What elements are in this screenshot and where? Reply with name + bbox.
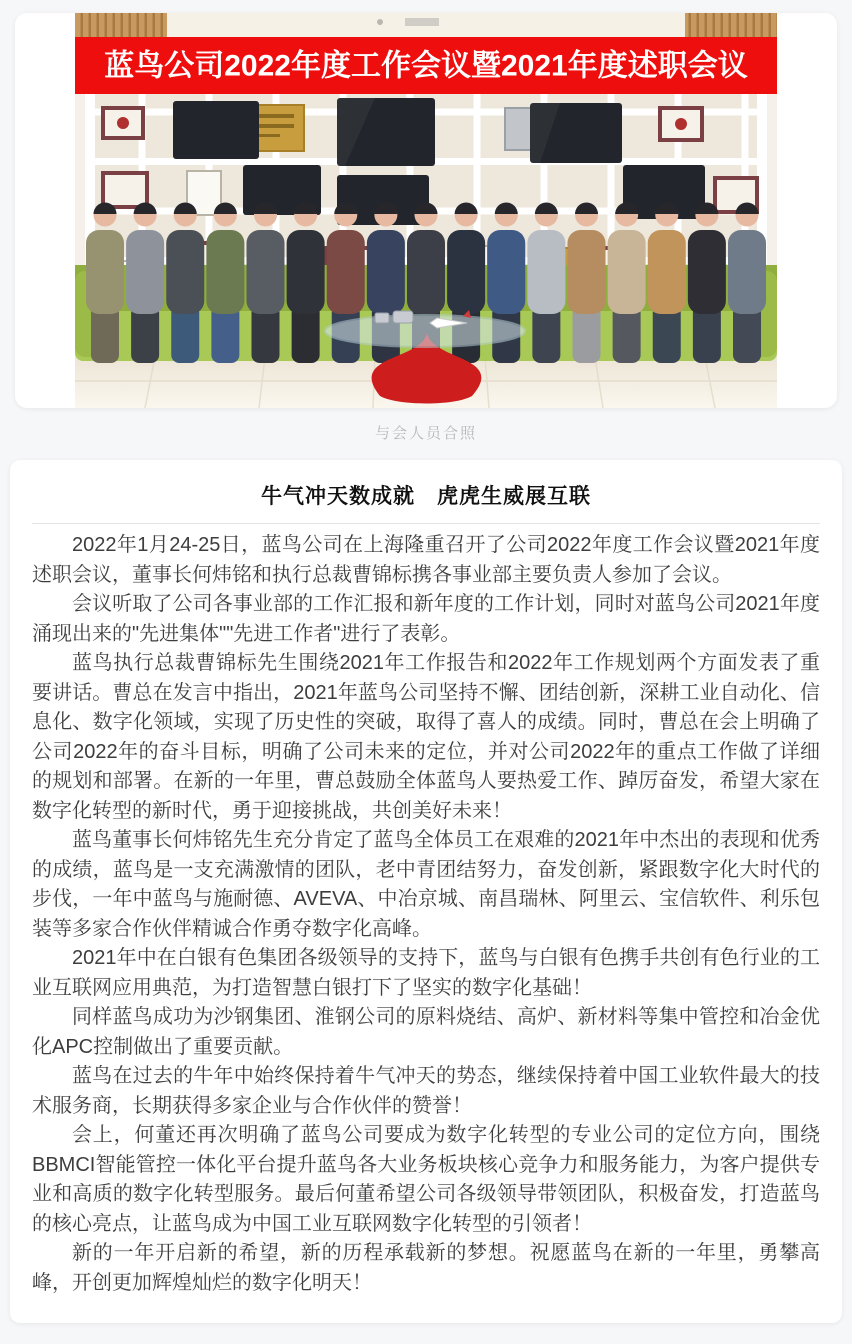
meeting-banner [75, 37, 777, 94]
group-photo-illustration [75, 13, 777, 408]
article-paragraph: 蓝鸟董事长何炜铭先生充分肯定了蓝鸟全体员工在艰难的2021年中杰出的表现和优秀的成绩，蓝鸟是一支充满激情的团队，老中青团结努力，奋发创新，紧跟数字化大时代的步伐，一年中蓝鸟与施耐德、AVEVA、中冶京城、南昌瑞林、阿里云、宝信软件、利乐包装等多家合作伙伴精诚合作勇夺数字化高峰。 [32, 829, 820, 940]
article-paragraph: 蓝鸟在过去的牛年中始终保持着牛气冲天的势态，继续保持着中国工业软件最大的技术服务商，长期获得多家企业与合作伙伴的赞誉！ [32, 1065, 820, 1117]
title-divider [32, 523, 820, 524]
article-body [32, 531, 820, 1298]
ceiling [75, 13, 777, 37]
silver-device [375, 311, 413, 323]
article-paragraph: 同样蓝鸟成功为沙钢集团、淮钢公司的原料烧结、高炉、新材料等集中管控和冶金优化APC控制做出了重要贡献。 [32, 1006, 820, 1058]
article-paragraph: 会议听取了公司各事业部的工作汇报和新年度的工作计划，同时对蓝鸟公司2021年度涌现出来的"先进集体""先进工作者"进行了表彰。 [32, 593, 820, 645]
article-paragraph: 2021年中在白银有色集团各级领导的支持下，蓝鸟与白银有色携手共创有色行业的工业互联网应用典范，为打造智慧白银打下了坚实的数字化基础！ [32, 947, 820, 999]
meeting-group-photo [75, 13, 777, 408]
article-card [10, 460, 842, 1323]
article-paragraph: 新的一年开启新的希望，新的历程承载新的梦想。祝愿蓝鸟在新的一年里，勇攀高峰，开创更加辉煌灿烂的数字化明天！ [32, 1242, 820, 1294]
article-paragraph: 2022年1月24-25日，蓝鸟公司在上海隆重召开了公司2022年度工作会议暨2021年度述职会议，董事长何炜铭和执行总裁曹锦标携各事业部主要负责人参加了会议。 [32, 534, 820, 586]
photo-caption: 与会人员合照 [374, 425, 477, 442]
article-title: 牛气冲天数成就 虎虎生威展互联 [261, 485, 591, 508]
photo-card [15, 13, 837, 408]
article-paragraph: 蓝鸟执行总裁曹锦标先生围绕2021年工作报告和2022年工作规划两个方面发表了重要讲话。曹总在发言中指出，2021年蓝鸟公司坚持不懈、团结创新，深耕工业自动化、信息化、数字化领域，实现了历史性的突破，取得了喜人的成绩。同时，曹总在会上明确了公司2022年的奋斗目标，明确了公司未来的定位，并对公司2022年的重点工作做了详细的规划和部署。在新的一年里，曹总鼓励全体蓝鸟人要热爱工作、踔厉奋发，希望大家在数字化转型的新时代，勇于迎接挑战，共创美好未来！ [32, 652, 820, 822]
banner-text: 蓝鸟公司2022年度工作会议暨2021年度述职会议 [104, 49, 748, 83]
article-paragraph: 会上，何董还再次明确了蓝鸟公司要成为数字化转型的专业公司的定位方向，围绕BBMCI智能管控一体化平台提升蓝鸟各大业务板块核心竞争力和服务能力，为客户提供专业和高质的数字化转型服务。最后何董希望公司各级领导带领团队，积极奋发，打造蓝鸟的核心亮点，让蓝鸟成为中国工业互联网数字化转型的引领者！ [32, 1124, 820, 1235]
